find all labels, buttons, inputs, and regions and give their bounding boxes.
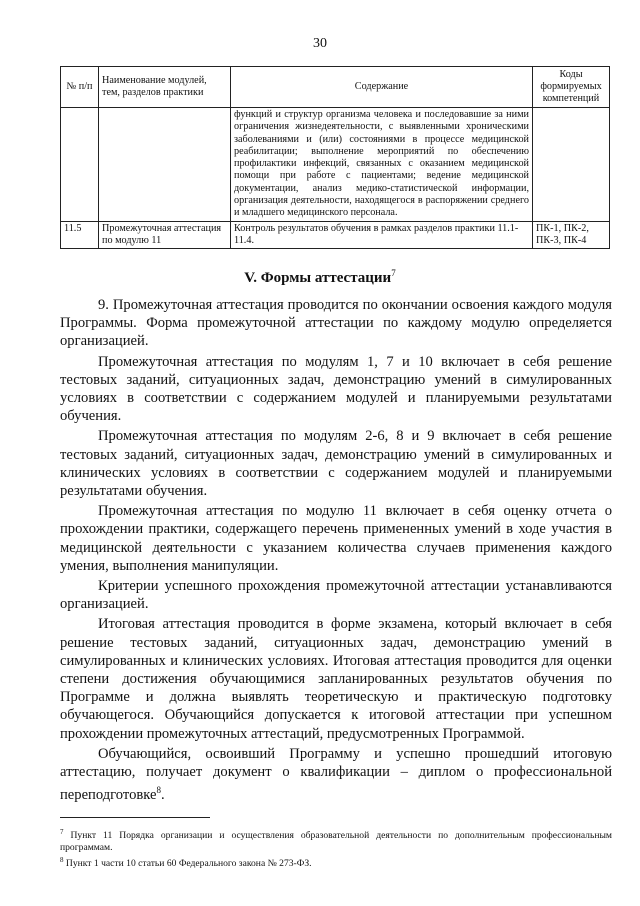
cell-num: 11.5 <box>61 221 99 249</box>
table-row <box>61 108 610 222</box>
cell-content: функций и структур организма человека и последовавшие за ними ограничения жизнедеятельности, с выявленными хроническими заболеваниями и (или) состояниями в процессе медицинской реабилитации; выполнение мероприятий по обеспечению профилактики инфекций, связанных с оказанием медицинской помощи при работе с пациентами; ведение медицинской документации, анализ медико-статистической информации, организация деятельности, находящегося в распоряжении среднего и младшего медицинского персонала. <box>231 108 533 222</box>
paragraph: Критерии успешного прохождения промежуточной аттестации устанавливаются организацией. <box>60 578 612 613</box>
paragraph: Обучающийся, освоивший Программу и успешно прошедший итоговую аттестацию, получает документ о квалификации – диплом о профессиональной переподготовке$^8$. <box>60 745 612 804</box>
footnote-ref-7: 7 <box>391 268 396 278</box>
page-number: 30 <box>313 36 327 51</box>
footnote-text: Пункт 1 части 10 статьи 60 Федерального закона № 273-ФЗ. <box>65 858 312 870</box>
section-title <box>0 268 640 287</box>
practice-table <box>60 66 610 249</box>
body-text <box>60 296 612 806</box>
footnote-mark: 7 <box>60 828 64 836</box>
footnote <box>60 854 612 870</box>
footnote-ref-8: 8 <box>156 785 161 796</box>
footnote-text: Пункт 11 Порядка организации и осуществления образовательной деятельности по дополнительным профессиональным программам. <box>60 830 612 854</box>
cell-name <box>99 108 231 222</box>
table-row <box>61 221 610 249</box>
cell-name: Промежуточная аттестация по модулю 11 <box>99 221 231 249</box>
cell-codes <box>533 108 610 222</box>
cell-num <box>61 108 99 222</box>
header-content: Содержание <box>231 67 533 108</box>
paragraph: Промежуточная аттестация по модулю 11 включает в себя оценку отчета о прохождении практики, содержащего перечень примененных умений в ходе участия в медицинской деятельности с указанием количества случаев применения каждого умения, выполнения манипуляции. <box>60 503 612 574</box>
paragraph: Промежуточная аттестация по модулям 2-6, 8 и 9 включает в себя решение тестовых заданий, ситуационных задач, демонстрацию умений в симулированных и клинических условиях в соответствии с содержанием модулей и планируемыми результатами обучения. <box>60 428 612 500</box>
paragraph: Итоговая аттестация проводится в форме экзамена, который включает в себя решение тестовых заданий, ситуационных задач, демонстрацию умений в симулированных и клинических условиях. Итоговая аттестация проводится для оценки степени достижения обучающимися запланированных результатов обучения по Программе и должна выявлять теоретическую и практическую подготовку обучающегося. Обучающийся допускается к итоговой аттестации при успешном прохождении промежуточных аттестаций, предусмотренных Программой. <box>60 616 612 742</box>
footnotes <box>60 826 612 870</box>
header-name: Наименование модулей, тем, разделов практики <box>99 67 231 108</box>
section-title-text: V. Формы аттестации <box>244 270 392 286</box>
footnote-mark: 8 <box>60 856 64 865</box>
paragraph-text: Обучающийся, освоивший Программу и успешно прошедший итоговую аттестацию, получает документ о квалификации – диплом о профессиональной переподготовке <box>60 745 612 804</box>
paragraph: Промежуточная аттестация по модулям 1, 7 и 10 включает в себя решение тестовых заданий, ситуационных задач, демонстрацию умений в симулированных условиях в соответствии с содержанием модулей и планируемыми результатами обучения. <box>60 353 612 425</box>
footnote <box>60 826 612 854</box>
paragraph: 9. Промежуточная аттестация проводится по окончании освоения каждого модуля Программы. Форма промежуточной аттестации по каждому модулю определяется организацией. <box>60 297 612 350</box>
table-header-row <box>61 67 610 108</box>
header-num: № п/п <box>61 67 99 108</box>
cell-content: Контроль результатов обучения в рамках разделов практики 11.1-11.4. <box>231 221 533 249</box>
cell-codes: ПК-1, ПК-2, ПК-3, ПК-4 <box>533 221 610 249</box>
footnote-divider <box>60 817 210 818</box>
header-codes: Коды формируемых компетенций <box>533 67 610 108</box>
